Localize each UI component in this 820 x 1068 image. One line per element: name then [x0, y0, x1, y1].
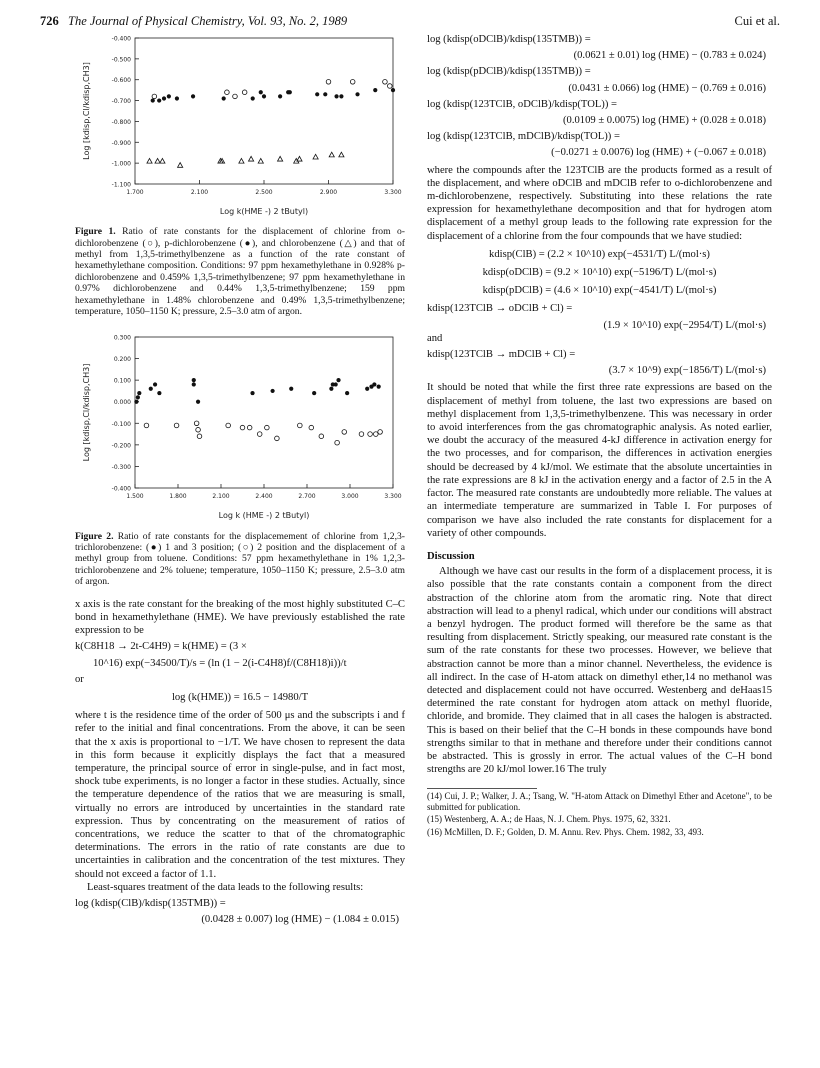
data-point-filled-circle	[157, 391, 161, 395]
left-column	[75, 30, 405, 926]
data-point-open-triangle	[155, 158, 160, 163]
data-point-filled-circle	[365, 387, 369, 391]
data-point-open-circle	[342, 430, 347, 435]
data-point-filled-circle	[175, 96, 179, 100]
data-point-filled-circle	[345, 391, 349, 395]
y-tick-label: -0.400	[111, 35, 131, 43]
data-point-open-circle	[152, 94, 157, 99]
data-point-filled-circle	[153, 383, 157, 387]
data-point-open-circle	[319, 434, 324, 439]
x-tick-label: 2.500	[255, 189, 273, 196]
footnote-14: (14) Cui, J. P.; Walker, J. A.; Tsang, W. "H-atom Attack on Dimethyl Ether and Acetone", to be submitted for publication.	[427, 791, 772, 812]
data-point-filled-circle	[151, 98, 155, 102]
x-tick-label: 1.800	[169, 493, 187, 501]
data-point-open-circle	[265, 426, 270, 431]
paragraph-residence-time: where t is the residence time of the order of 500 μs and the subscripts i and f refer to the initial and final concentrations. From the above, it can be seen that the x axis is proportional to −1/T. We have chosen to represent the data in this form because it explicitly displays the fact that a measured temperature, the principal source of error in single-pulse, and in fact most, shock tube experiments, is no longer a factor in these studies. Actually, since the temperature dependence of the ratios that we are measuring is small, virtually no errors are introduced by uncertainties in the standard rate expression. Thus by concentrating on the measurement of ratios of concentrations, we reduce the scatter to that of the chromatographic determinations. The errors in the ratio of rate constants are due to uncertainties in calibration and the concentration of the test mixtures. They should not exceed a factor of 1.1.	[75, 710, 405, 880]
figure-1-caption	[75, 226, 405, 317]
x-axis-label: Log k(HME -) 2 tButyl)	[219, 207, 309, 216]
y-tick-label: -1.100	[111, 181, 131, 189]
data-point-open-circle	[383, 80, 388, 85]
data-point-open-circle	[257, 432, 262, 437]
data-point-filled-circle	[137, 391, 141, 395]
x-tick-label: 3.300	[384, 189, 402, 196]
data-point-filled-circle	[191, 94, 195, 98]
x-tick-label: 3.300	[384, 493, 402, 501]
data-point-open-triangle	[313, 154, 318, 159]
data-point-filled-circle	[373, 88, 377, 92]
data-point-filled-circle	[288, 90, 292, 94]
data-point-open-triangle	[160, 158, 165, 163]
data-point-open-circle	[387, 84, 392, 89]
data-point-open-triangle	[278, 156, 283, 161]
equation-7b: (−0.0271 ± 0.0076) log (HME) + (−0.067 ± 0.018)	[551, 147, 766, 159]
equation-7a: log (kdisp(123TClB, mDClB)/kdisp(TOL)) =	[427, 131, 620, 143]
data-point-filled-circle	[149, 387, 153, 391]
footnote-rule	[427, 788, 537, 789]
running-authors: Cui et al.	[734, 14, 780, 28]
y-tick-label: 0.200	[113, 356, 131, 364]
equation-11b: (1.9 × 10^10) exp(−2954/T) L/(mol·s)	[603, 319, 766, 331]
x-tick-label: 2.900	[319, 189, 338, 196]
y-tick-label: -0.300	[111, 464, 131, 472]
equation-4a: log (kdisp(oDClB)/kdisp(135TMB)) =	[427, 34, 591, 45]
data-point-filled-circle	[196, 400, 200, 404]
data-point-filled-circle	[157, 98, 161, 102]
data-point-filled-circle	[312, 391, 316, 395]
y-axis-label: Log [kdisp,Cl/kdisp,CH3]	[82, 364, 91, 462]
y-tick-label: 0.100	[113, 378, 131, 386]
y-tick-label: 0.000	[113, 399, 131, 407]
data-point-filled-circle	[192, 383, 196, 387]
figure-2-chart	[75, 329, 405, 524]
data-point-filled-circle	[278, 94, 282, 98]
figure-1-chart	[75, 30, 405, 220]
data-point-filled-circle	[259, 90, 263, 94]
data-point-open-circle	[240, 426, 245, 431]
data-point-open-circle	[350, 80, 355, 85]
data-point-open-circle	[174, 424, 179, 429]
data-point-filled-circle	[251, 96, 255, 100]
equation-12a: kdisp(123TClB → mDClB + Cl) =	[427, 349, 576, 361]
data-point-filled-circle	[167, 94, 171, 98]
plot-frame	[135, 38, 393, 184]
data-point-open-circle	[247, 426, 252, 431]
y-axis-label: Log [kdisp,Cl/kdisp,CH3]	[82, 62, 91, 160]
data-point-filled-circle	[136, 396, 140, 400]
data-point-filled-circle	[250, 391, 254, 395]
data-point-filled-circle	[377, 385, 381, 389]
data-point-filled-circle	[372, 383, 376, 387]
equation-5a: log (kdisp(pDClB)/kdisp(135TMB)) =	[427, 66, 591, 78]
paragraph-rate-expressions: It should be noted that while the first three rate expressions are based on the displacement of methyl from toluene, the last two expressions are based on methyl displacement from 1,3,5-trimethylbenzene. This was necessary in order to avoid interferences from the gas chromatographic analysis. As noted earlier, we doubt the accuracy of the measured 4-kJ difference in activation energy for the two processes, and for comparison, the differences in activation energies should be decreased by 4 kJ/mol. We estimate that the absolute uncertainties in the rate expressions are 8 kJ in the activation energy and a factor of 2.5 in the A factor. The measured rate constants are undoubtedly more reliable. The values at an intermediate temperature are summarized in Table I. For purposes of comparison we have also included the rate constants for displacement for a variety of other compounds.	[427, 382, 772, 539]
data-point-filled-circle	[134, 400, 138, 404]
data-point-open-triangle	[147, 158, 152, 163]
equation-6a: log (kdisp(123TClB, oDClB)/kdisp(TOL)) =	[427, 98, 617, 110]
y-tick-label: 0.300	[113, 334, 131, 342]
x-tick-label: 1.500	[126, 493, 144, 501]
y-tick-label: -1.000	[111, 160, 131, 168]
data-point-open-circle	[225, 90, 230, 95]
data-point-open-circle	[378, 430, 383, 435]
equation-6b: (0.0109 ± 0.0075) log (HME) + (0.028 ± 0.018)	[563, 115, 766, 127]
paragraph-least-squares: Least-squares treatment of the data leads to the following results:	[87, 881, 364, 893]
data-point-open-circle	[233, 94, 238, 99]
data-point-open-triangle	[249, 156, 254, 161]
data-point-open-triangle	[258, 158, 263, 163]
data-point-open-circle	[226, 424, 231, 429]
y-tick-label: -0.600	[111, 77, 131, 85]
x-tick-label: 2.100	[190, 189, 209, 196]
x-tick-label: 2.400	[255, 493, 273, 501]
equation-4b: (0.0621 ± 0.01) log (HME) − (0.783 ± 0.024)	[573, 50, 766, 62]
y-tick-label: -0.900	[111, 139, 131, 147]
journal-title: The Journal of Physical Chemistry, Vol. 93, No. 2, 1989	[68, 14, 348, 28]
data-point-filled-circle	[334, 383, 338, 387]
data-point-open-circle	[298, 424, 303, 429]
data-point-filled-circle	[355, 92, 359, 96]
data-point-filled-circle	[262, 94, 266, 98]
paragraph-x-axis: x axis is the rate constant for the breaking of the most highly substituted C–C bond in hexamethylethane (HME). We have previously established the rate expression to be	[75, 598, 405, 637]
data-point-filled-circle	[192, 378, 196, 382]
y-tick-label: -0.800	[111, 118, 131, 126]
figure-2-caption	[75, 531, 405, 588]
data-point-open-circle	[242, 90, 247, 95]
data-point-filled-circle	[222, 96, 226, 100]
x-tick-label: 3.000	[341, 493, 359, 501]
or-text: or	[75, 673, 84, 685]
data-point-filled-circle	[339, 94, 343, 98]
data-point-open-circle	[326, 80, 331, 85]
equation-10: kdisp(pDClB) = (4.6 × 10^10) exp(−4541/T) L/(mol·s)	[482, 285, 717, 297]
data-point-open-circle	[144, 424, 149, 429]
plot-frame	[135, 337, 393, 488]
data-point-open-triangle	[178, 163, 183, 168]
data-point-open-circle	[275, 437, 280, 442]
right-column	[427, 30, 772, 837]
y-tick-label: -0.200	[111, 442, 131, 450]
data-point-open-circle	[335, 441, 340, 446]
figure-1-label: Figure 1.	[75, 226, 116, 238]
data-point-open-circle	[197, 434, 202, 439]
data-point-filled-circle	[336, 378, 340, 382]
footnote-15: (15) Westenberg, A. A.; de Haas, N. J. Chem. Phys. 1975, 62, 3321.	[427, 814, 671, 825]
equation-5b: (0.0431 ± 0.066) log (HME) − (0.769 ± 0.016)	[568, 82, 766, 94]
page-number: 726	[40, 14, 59, 28]
data-point-open-circle	[309, 426, 314, 431]
figure-2	[75, 329, 405, 587]
equation-9: kdisp(oDClB) = (9.2 × 10^10) exp(−5196/T) L/(mol·s)	[482, 267, 717, 279]
data-point-filled-circle	[323, 92, 327, 96]
equation-1b: 10^16) exp(−34500/T)/s = (ln (1 − 2(i-C4H8)f/(C8H18)i))/t	[93, 657, 347, 669]
equation-12b: (3.7 × 10^9) exp(−1856/T) L/(mol·s)	[608, 365, 766, 377]
data-point-open-triangle	[339, 152, 344, 157]
data-point-open-circle	[196, 428, 201, 433]
y-tick-label: -0.100	[111, 421, 131, 429]
paragraph-compounds: where the compounds after the 123TClB are the products formed as a result of the displacement, and where oDClB and mDClB refer to o-dichlorobenzene and m-dichlorobenzene, respectively. Substituting into these relations the rate expression for hexamethylethane decomposition and that for hydrogen atom displacement of a methyl group leads to the following rate expression for the displacement of a chlorine from the four compounds that we have studied:	[427, 164, 772, 242]
y-tick-label: -0.400	[111, 485, 131, 493]
data-point-open-triangle	[239, 158, 244, 163]
and-text: and	[427, 332, 443, 344]
data-point-open-circle	[368, 432, 373, 437]
footnote-16: (16) McMillen, D. F.; Golden, D. M. Annu. Rev. Phys. Chem. 1982, 33, 493.	[427, 826, 704, 837]
equation-11a: kdisp(123TClB → oDClB + Cl) =	[427, 303, 573, 315]
figure-1-caption-text: Ratio of rate constants for the displacement of chlorine from o-dichlorobenzene (○), p-dichlorobenzene (●), and chlorobenzene (△) and that of methyl from 1,3,5-trimethylbenzene as a function of the rate constant of hexamethylethane composition. Conditions: 97 ppm hexamethylethane in 0.928% p-dichlorobenzene and 0.459% 1,3,5-trimethylbenzene; 97 ppm hexamethylethane in 0.97% dichlorobenzene and 0.44% 1,3,5-trimethylbenzene; 159 ppm hexamethylethane in 1.48% chlorobenzene and 0.49% 1,3,5-trimethylbenzene; temperature, 1050–1150 K; pressure, 2.5–3.0 atm of argon.	[75, 226, 405, 318]
data-point-filled-circle	[315, 92, 319, 96]
data-point-open-triangle	[329, 152, 334, 157]
x-tick-label: 2.100	[212, 493, 230, 501]
equation-3b: (0.0428 ± 0.007) log (HME) − (1.084 ± 0.015)	[201, 914, 399, 926]
y-tick-label: -0.700	[111, 98, 131, 106]
data-point-filled-circle	[271, 389, 275, 393]
x-tick-label: 2.700	[298, 493, 316, 501]
data-point-open-circle	[359, 432, 364, 437]
data-point-filled-circle	[391, 88, 395, 92]
data-point-open-triangle	[297, 156, 302, 161]
section-heading-discussion: Discussion	[427, 550, 475, 562]
equation-1a: k(C8H18 → 2t-C4H9) = k(HME) = (3 ×	[75, 641, 247, 653]
y-tick-label: -0.500	[111, 56, 131, 64]
figure-1	[75, 30, 405, 317]
paragraph-discussion: Although we have cast our results in the form of a displacement process, it is also possible that the rate constants contain a component from the direct abstraction of the chlorine atom from the aromatic ring. Note that direct abstraction will lead to a phenyl radical, which under our conditions will abstract a benzyl hydrogen. The product formed will therefore be the same as that resulting from displacement. Strictly speaking, our measured rate constant is the sum of the rate constants for these two processes. However, we believe that abstraction cannot be more than a minor channel. Nevertheless, the evidence is all indirect. In the case of H-atom attack on dimethyl ether,14 no methanol was detected and displacement could not have occurred. Westenberg and deHaas15 determined the rate constant for hydrogen atom attack on methyl fluoride, chloride, and bromide. They claimed that in all cases the halogen is abstracted. This is based on their belief that the C–H bonds in these compounds have bond strengths similar to that in methane and therefore under their conditions cannot be abstracted. This is grossly in error. The actual values of the C–H bond strengths are 20 kJ/mol lower.16 The truly	[427, 566, 772, 776]
x-tick-label: 1.700	[126, 189, 144, 196]
equation-3a: log (kdisp(ClB)/kdisp(135TMB)) =	[75, 897, 226, 909]
data-point-filled-circle	[329, 387, 333, 391]
data-point-filled-circle	[334, 94, 338, 98]
figure-2-caption-text: Ratio of rate constants for the displacemement of chlorine from 1,2,3-trichlorobenzene: (●) 1 and 3 position; (○) 2 position and the displacement of a methyl group from toluene. Conditions: 57 ppm hexamethylethane in 1% 1,2,3-trichlorobenzene and 2% toluene; temperature, 1050–1150 K; pressure, 2.5–3.0 atm of argon.	[75, 530, 405, 588]
equation-2: log (k(HME)) = 16.5 − 14980/T	[171, 691, 309, 703]
figure-2-label: Figure 2.	[75, 530, 114, 542]
data-point-filled-circle	[289, 387, 293, 391]
equation-8: kdisp(ClB) = (2.2 × 10^10) exp(−4531/T) L/(mol·s)	[489, 248, 710, 260]
data-point-filled-circle	[162, 96, 166, 100]
data-point-open-circle	[374, 432, 379, 437]
x-axis-label: Log k (HME -) 2 tButyl)	[218, 511, 310, 521]
data-point-open-circle	[194, 421, 199, 426]
